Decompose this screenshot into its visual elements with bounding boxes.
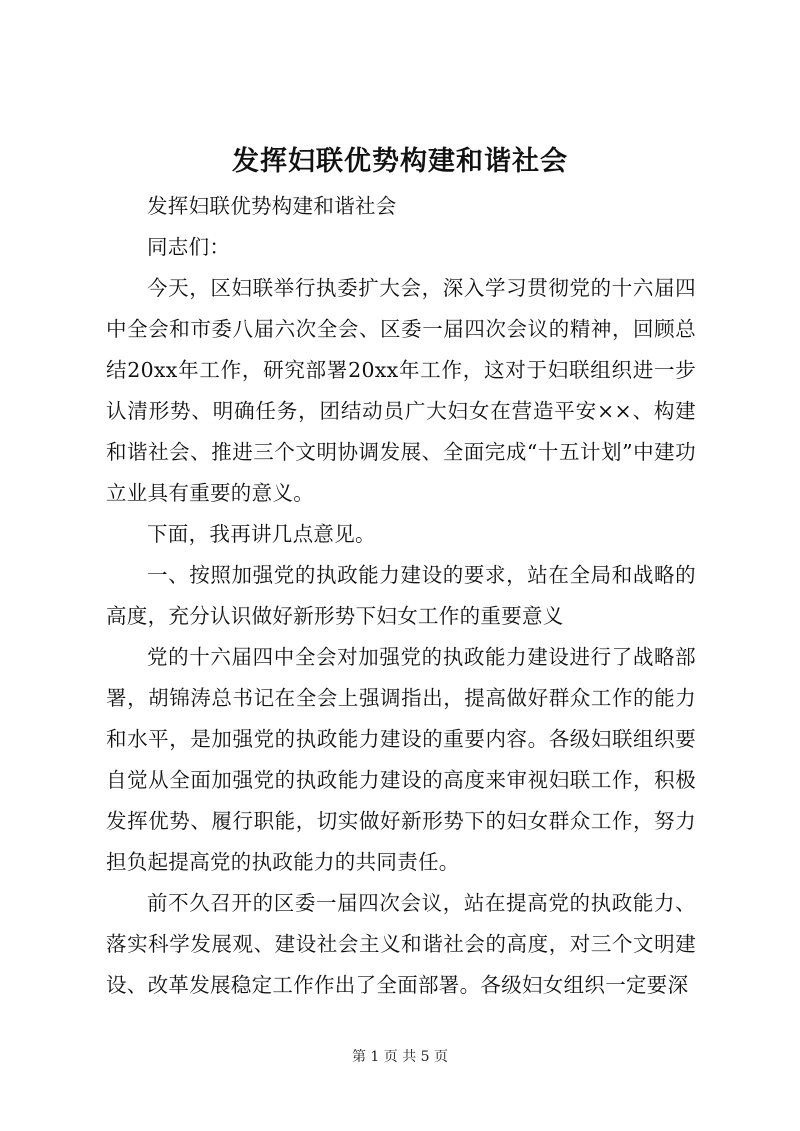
paragraph-section-1-body: 党的十六届四中全会对加强党的执政能力建设进行了战略部署，胡锦涛总书记在全会上强调指出，提高做好群众工作的能力和水平，是加强党的执政能力建设的重要内容。各级妇联组织要自觉从全面加强党的执政能力建设的高度来审视妇联工作，积极发挥优势、履行职能，切实做好新形势下的妇女群众工作，努力担负起提高党的执政能力的共同责任。 [106,645,696,874]
page-number-footer: 第 1 页 共 5 页 [351,1049,449,1065]
paragraph-opening: 今天，区妇联举行执委扩大会，深入学习贯彻党的十六届四中全会和市委八届六次全会、区委一届四次会议的精神，回顾总结20xx年工作，研究部署20xx年工作，这对于妇联组织进一步认清形势、明确任务，团结动员广大妇女在营造平安××、构建和谐社会、推进三个文明协调发展、全面完成“十五计划”中建功立业具有重要的意义。 [106,276,696,505]
document-title: 发挥妇联优势构建和谐社会 [232,146,568,177]
paragraph-section-1-continued: 前不久召开的区委一届四次会议，站在提高党的执政能力、落实科学发展观、建设社会主义和谐社会的高度，对三个文明建设、改革发展稳定工作作出了全面部署。各级妇女组织一定要深 [106,891,696,997]
paragraph-salutation: 同志们： [147,235,231,259]
paragraph-transition: 下面，我再讲几点意见。 [147,522,376,546]
section-heading-1: 一、按照加强党的执政能力建设的要求，站在全局和战略的高度，充分认识做好新形势下妇女工作的重要意义 [106,563,696,628]
paragraph-subtitle: 发挥妇联优势构建和谐社会 [147,194,397,218]
document-body [106,186,696,1006]
